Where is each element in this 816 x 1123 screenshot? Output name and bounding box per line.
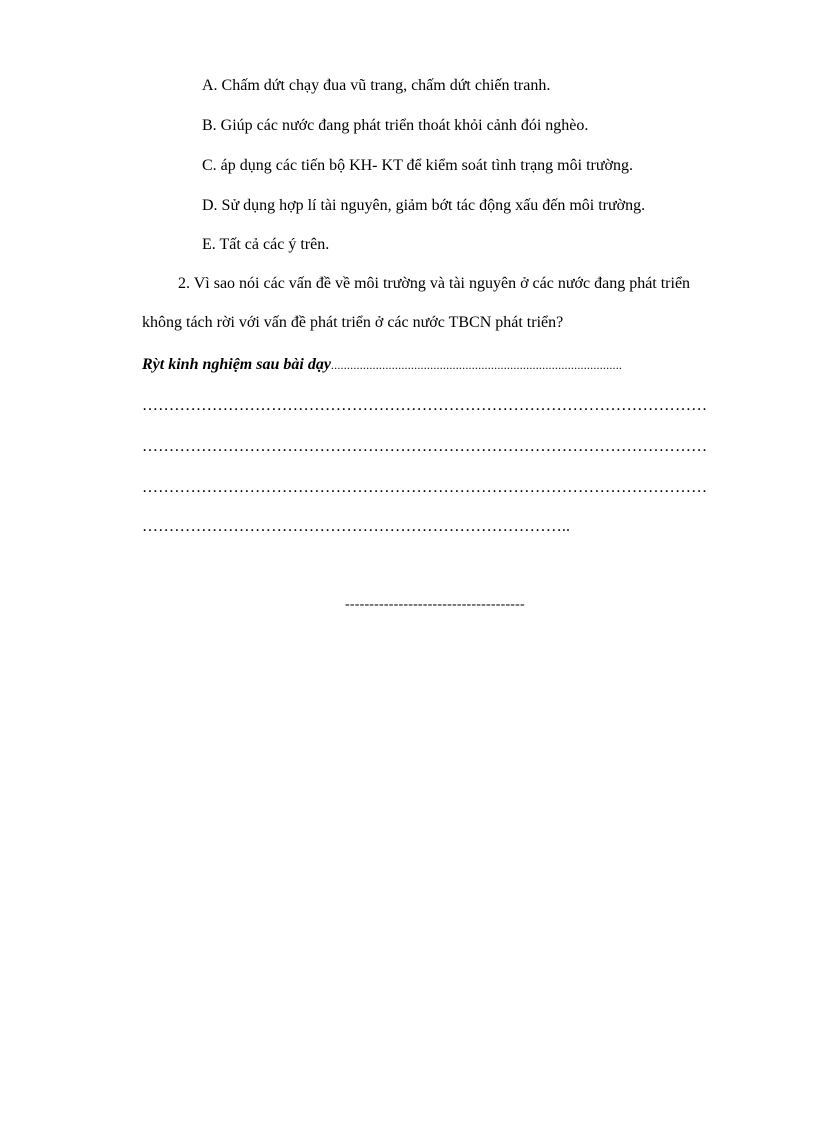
answer-option-d: D. Sử dụng hợp lí tài nguyên, giảm bớt tác động xấu đến môi trường. — [202, 197, 646, 214]
section-separator: ------------------------------------- — [345, 597, 525, 612]
answer-option-c: C. áp dụng các tiến bộ KH- KT để kiểm soát tình trạng môi trường. — [202, 157, 633, 174]
reflection-dotted-line-3: …………………………………………………………………………………………… — [142, 479, 708, 496]
answer-option-a: A. Chấm dứt chạy đua vũ trang, chấm dứt chiến tranh. — [202, 77, 551, 94]
answer-option-e: E. Tất cả các ý trên. — [202, 236, 330, 253]
question-2-line-2: không tách rời với vấn đề phát triển ở các nước TBCN phát triển? — [142, 314, 564, 331]
reflection-heading — [142, 355, 622, 375]
question-2-line-1: 2. Vì sao nói các vấn đề về môi trường và tài nguyên ở các nước đang phát triển — [178, 275, 691, 292]
reflection-dotted-line-1: …………………………………………………………………………………………… — [142, 397, 708, 414]
answer-option-b: B. Giúp các nước đang phát triển thoát khỏi cảnh đói nghèo. — [202, 117, 589, 134]
reflection-label-dots: ........................................................................................... — [330, 358, 623, 372]
reflection-dotted-line-4: …………………………………………………………………….. — [142, 518, 571, 535]
reflection-dotted-line-2: …………………………………………………………………………………………… — [142, 438, 708, 455]
reflection-label: Rỳt kinh nghiệm sau bài dạy — [142, 356, 331, 373]
